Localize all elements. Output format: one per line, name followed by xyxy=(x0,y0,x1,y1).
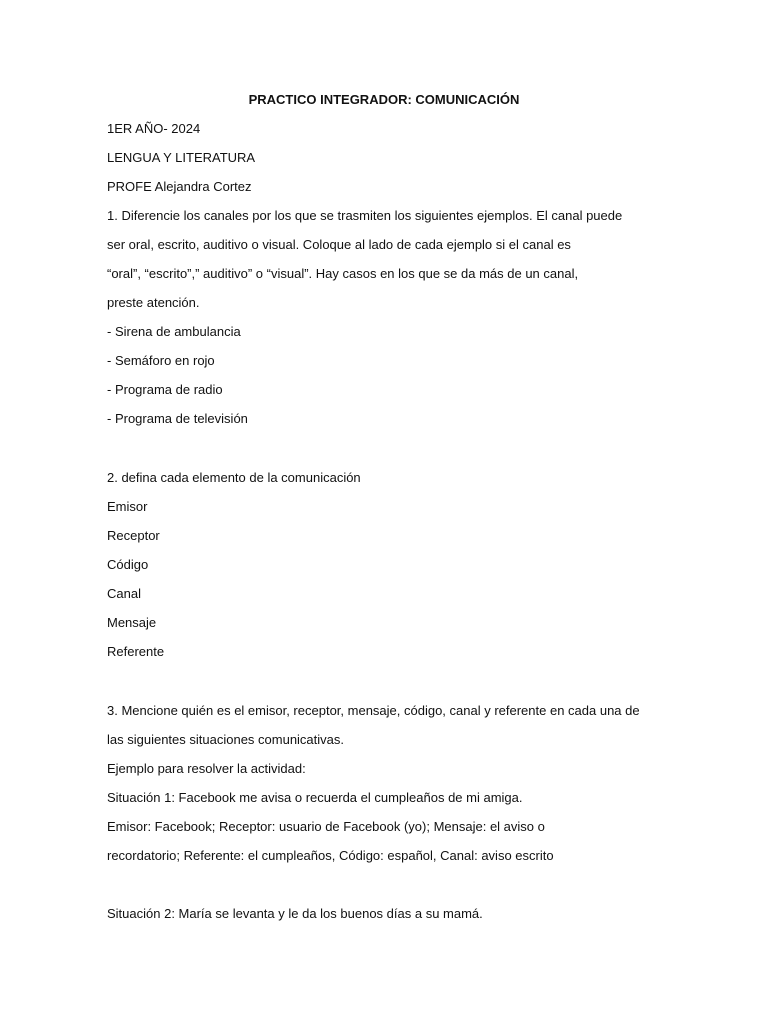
q1-list-item: - Semáforo en rojo xyxy=(107,353,215,368)
q1-line: ser oral, escrito, auditivo o visual. Coloque al lado de cada ejemplo si el canal es xyxy=(107,237,571,252)
q1-list-item: - Programa de televisión xyxy=(107,411,248,426)
teacher-name: PROFE Alejandra Cortez xyxy=(107,179,252,194)
q2-list-item: Canal xyxy=(107,586,141,601)
q3-line: 3. Mencione quién es el emisor, receptor, mensaje, código, canal y referente en cada una de xyxy=(107,703,640,718)
q1-list-item: - Sirena de ambulancia xyxy=(107,324,241,339)
q3-situation-2: Situación 2: María se levanta y le da los buenos días a su mamá. xyxy=(107,906,483,921)
q2-prompt: 2. defina cada elemento de la comunicación xyxy=(107,470,361,485)
q1-line: “oral”, “escrito”,” auditivo” o “visual”. Hay casos en los que se da más de un canal, xyxy=(107,266,579,281)
q2-list-item: Receptor xyxy=(107,528,160,543)
subject-name: LENGUA Y LITERATURA xyxy=(107,150,256,165)
q2-list-item: Código xyxy=(107,557,149,572)
q3-line: recordatorio; Referente: el cumpleaños, Código: español, Canal: aviso escrito xyxy=(107,848,554,863)
q3-line: Ejemplo para resolver la actividad: xyxy=(107,761,306,776)
page-title: PRACTICO INTEGRADOR: COMUNICACIÓN xyxy=(248,92,520,107)
q2-list-item: Emisor xyxy=(107,499,148,514)
q3-line: Emisor: Facebook; Receptor: usuario de Facebook (yo); Mensaje: el aviso o xyxy=(107,819,545,834)
q3-line: las siguientes situaciones comunicativas. xyxy=(107,732,345,747)
q3-line: Situación 1: Facebook me avisa o recuerda el cumpleaños de mi amiga. xyxy=(107,790,523,805)
course-year: 1ER AÑO- 2024 xyxy=(107,121,201,136)
q2-list-item: Mensaje xyxy=(107,615,157,630)
q1-line: preste atención. xyxy=(107,295,200,310)
q2-list-item: Referente xyxy=(107,644,165,659)
q1-line: 1. Diferencie los canales por los que se trasmiten los siguientes ejemplos. El canal puede xyxy=(107,208,623,223)
q1-list-item: - Programa de radio xyxy=(107,382,223,397)
